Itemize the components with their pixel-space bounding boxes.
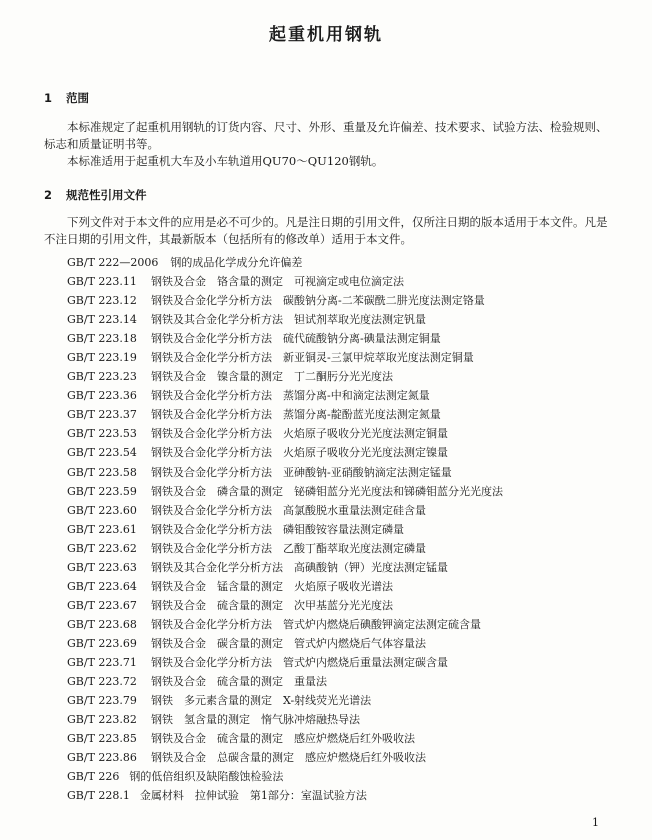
section-number: 1	[44, 91, 53, 105]
reference-title: 钢铁及合金 锰含量的测定 火焰原子吸收光谱法	[151, 579, 393, 593]
reference-code: GB/T 223.58	[67, 465, 137, 479]
reference-item	[67, 272, 503, 291]
reference-item	[67, 786, 503, 805]
reference-code: GB/T 223.85	[67, 732, 137, 746]
section-title: 规范性引用文件	[66, 188, 147, 202]
reference-code: GB/T 223.86	[67, 751, 137, 765]
reference-code: GB/T 223.61	[67, 522, 137, 536]
reference-title: 钢铁及合金 硫含量的测定 重量法	[151, 675, 327, 689]
reference-item	[67, 501, 503, 520]
reference-code: GB/T 223.19	[67, 351, 137, 365]
section-heading-normative-references	[44, 187, 147, 203]
section-number: 2	[44, 188, 53, 202]
reference-title: 钢的低倍组织及缺陷酸蚀检验法	[129, 770, 284, 784]
reference-title: 钢铁及合金化学分析方法 火焰原子吸收分光光度法测定铜量	[151, 427, 448, 441]
reference-title: 钢铁及合金 铬含量的测定 可视滴定或电位滴定法	[151, 275, 404, 289]
reference-item	[67, 348, 503, 367]
reference-title: 钢铁及合金化学分析方法 蒸馏分离-中和滴定法测定氮量	[151, 389, 430, 403]
reference-item	[67, 443, 503, 462]
reference-code: GB/T 223.67	[67, 598, 137, 612]
reference-title: 钢铁 氢含量的测定 惰气脉冲熔融热导法	[151, 713, 360, 727]
reference-title: 钢铁及合金化学分析方法 硫代硫酸钠分离-碘量法测定铜量	[151, 332, 441, 346]
reference-title: 钢铁及合金化学分析方法 亚砷酸钠-亚硝酸钠滴定法测定锰量	[151, 465, 452, 479]
reference-code: GB/T 223.69	[67, 636, 137, 650]
reference-item	[67, 253, 503, 272]
reference-code: GB/T 223.63	[67, 560, 137, 574]
reference-item	[67, 710, 503, 729]
reference-code: GB/T 228.1	[67, 789, 130, 803]
reference-title: 钢铁及合金化学分析方法 高氯酸脱水重量法测定硅含量	[151, 503, 426, 517]
reference-title: 钢铁及合金 碳含量的测定 管式炉内燃烧后气体容量法	[151, 636, 426, 650]
reference-code: GB/T 223.79	[67, 694, 137, 708]
reference-code: GB/T 223.14	[67, 313, 137, 327]
reference-code: GB/T 223.37	[67, 408, 137, 422]
reference-item	[67, 539, 503, 558]
reference-code: GB/T 222—2006	[67, 256, 159, 269]
reference-code: GB/T 223.60	[67, 503, 137, 517]
reference-item	[67, 729, 503, 748]
reference-item	[67, 748, 503, 767]
reference-title: 钢铁及合金化学分析方法 火焰原子吸收分光光度法测定镍量	[151, 446, 448, 460]
reference-code: GB/T 223.68	[67, 617, 137, 631]
scope-paragraph-2: 本标准适用于起重机大车及小车轨道用QU70～QU120钢轨。	[67, 154, 384, 168]
reference-title: 钢铁及合金化学分析方法 新亚铜灵-三氯甲烷萃取光度法测定铜量	[151, 351, 474, 365]
section-heading-scope	[44, 90, 89, 106]
reference-title: 钢铁及合金 硫含量的测定 次甲基蓝分光光度法	[151, 598, 393, 612]
reference-code: GB/T 223.12	[67, 294, 137, 308]
reference-item	[67, 386, 503, 405]
reference-code: GB/T 223.18	[67, 332, 137, 346]
reference-code: GB/T 223.82	[67, 713, 137, 727]
reference-item	[67, 310, 503, 329]
reference-code: GB/T 226	[67, 770, 120, 784]
reference-item	[67, 424, 503, 443]
reference-title: 金属材料 拉伸试验 第1部分：室温试验方法	[139, 789, 367, 803]
reference-code: GB/T 223.59	[67, 484, 137, 498]
scope-paragraph-1: 本标准规定了起重机用钢轨的订货内容、尺寸、外形、重量及允许偏差、技术要求、试验方法、检验规则、标志和质量证明书等。	[44, 120, 608, 151]
reference-item	[67, 520, 503, 539]
reference-item	[67, 329, 503, 348]
reference-item	[67, 405, 503, 424]
reference-item	[67, 291, 503, 310]
reference-code: GB/T 223.11	[67, 275, 137, 289]
reference-item	[67, 463, 503, 482]
reference-item	[67, 634, 503, 653]
reference-item	[67, 672, 503, 691]
reference-title: 钢铁及合金化学分析方法 磷钼酸铵容量法测定磷量	[151, 522, 404, 536]
reference-code: GB/T 223.72	[67, 675, 137, 689]
reference-title: 钢铁及合金 硫含量的测定 感应炉燃烧后红外吸收法	[151, 732, 415, 746]
reference-title: 钢铁及合金化学分析方法 碳酸钠分离-二苯碳酰二肼光度法测定铬量	[151, 294, 485, 308]
reference-title: 钢铁及合金 总碳含量的测定 感应炉燃烧后红外吸收法	[151, 751, 426, 765]
reference-code: GB/T 223.36	[67, 389, 137, 403]
reference-title: 钢铁及合金 磷含量的测定 铋磷钼蓝分光光度法和锑磷钼蓝分光光度法	[151, 484, 503, 498]
reference-title: 钢铁及其合金化学分析方法 钽试剂萃取光度法测定钒量	[151, 313, 426, 327]
reference-item	[67, 596, 503, 615]
section-title: 范围	[66, 91, 89, 105]
reference-item	[67, 367, 503, 386]
page-number: 1	[592, 816, 599, 829]
reference-code: GB/T 223.54	[67, 446, 137, 460]
reference-item	[67, 767, 503, 786]
reference-title: 钢铁及合金 镍含量的测定 丁二酮肟分光光度法	[151, 370, 393, 384]
document-title: 起重机用钢轨	[269, 25, 383, 45]
reference-title: 钢铁及其合金化学分析方法 高碘酸钠（钾）光度法测定锰量	[151, 560, 448, 574]
reference-item	[67, 558, 503, 577]
reference-code: GB/T 223.62	[67, 541, 137, 555]
reference-code: GB/T 223.64	[67, 579, 137, 593]
reference-code: GB/T 223.53	[67, 427, 137, 441]
reference-title: 钢铁 多元素含量的测定 X-射线荧光光谱法	[151, 694, 372, 708]
reference-title: 钢的成品化学成分允许偏差	[170, 256, 303, 269]
reference-code: GB/T 223.23	[67, 370, 137, 384]
reference-item	[67, 615, 503, 634]
reference-item	[67, 577, 503, 596]
reference-title: 钢铁及合金化学分析方法 管式炉内燃烧后重量法测定碳含量	[151, 655, 448, 669]
reference-code: GB/T 223.71	[67, 655, 137, 669]
references-intro-paragraph: 下列文件对于本文件的应用是必不可少的。凡是注日期的引用文件，仅所注日期的版本适用于本文件。凡是不注日期的引用文件，其最新版本（包括所有的修改单）适用于本文件。	[44, 215, 608, 246]
reference-list	[67, 253, 503, 805]
reference-title: 钢铁及合金化学分析方法 蒸馏分离-靛酚蓝光度法测定氮量	[151, 408, 441, 422]
reference-item	[67, 653, 503, 672]
reference-title: 钢铁及合金化学分析方法 管式炉内燃烧后碘酸钾滴定法测定硫含量	[151, 617, 481, 631]
reference-item	[67, 482, 503, 501]
reference-title: 钢铁及合金化学分析方法 乙酸丁酯萃取光度法测定磷量	[151, 541, 426, 555]
reference-item	[67, 691, 503, 710]
